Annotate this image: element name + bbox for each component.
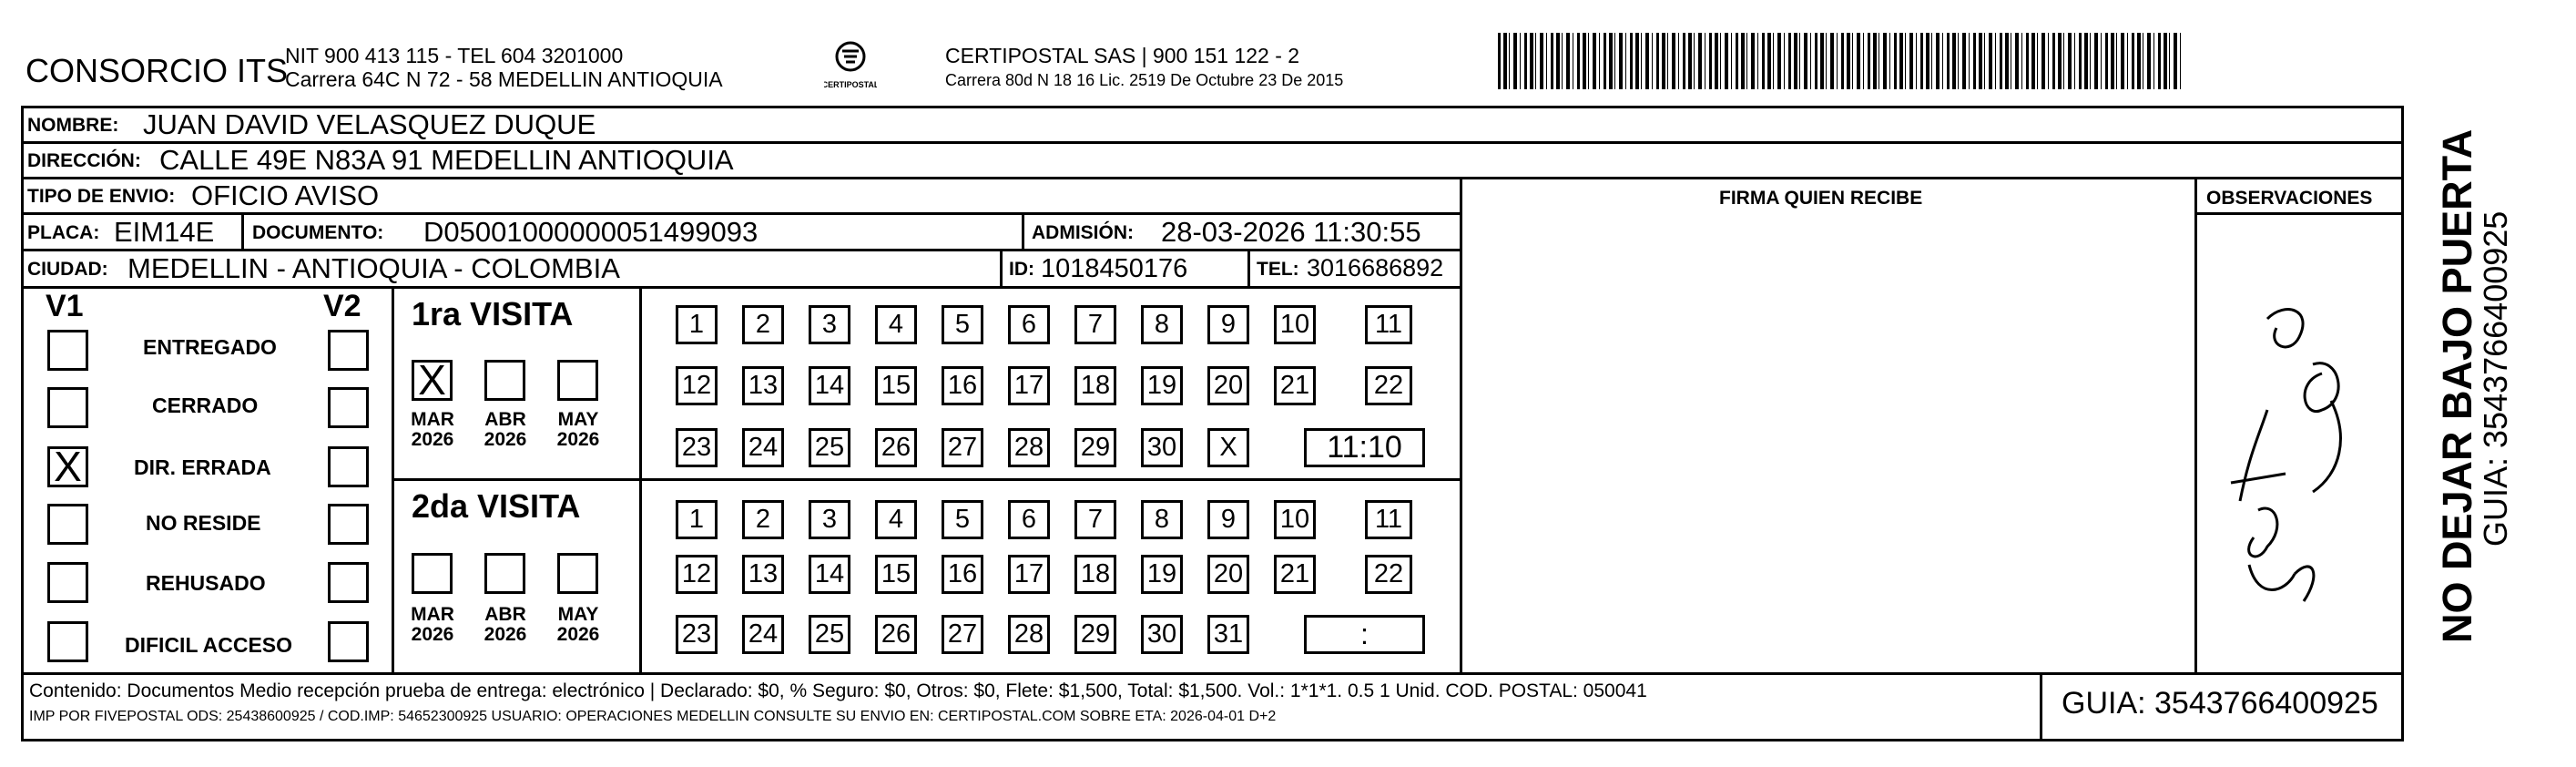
first-visit-month-abr: ABR 2026	[484, 409, 527, 451]
company-address: Carrera 64C N 72 - 58 MEDELLIN ANTIOQUIA	[285, 67, 723, 91]
second-visit-day-19[interactable]: 19	[1141, 555, 1183, 594]
second-visit-day-1[interactable]: 1	[676, 500, 718, 539]
first-visit-day-11[interactable]: 11	[1365, 305, 1412, 344]
first-visit-day-31[interactable]: X	[1207, 428, 1249, 467]
status-rehusado: REHUSADO	[146, 571, 266, 595]
frame-left	[21, 106, 24, 741]
signature-area[interactable]	[1461, 215, 2194, 672]
placa-label: PLACA:	[27, 222, 100, 243]
second-visit-day-3[interactable]: 3	[809, 500, 850, 539]
row-line-5	[21, 286, 1461, 289]
company-name: CONSORCIO ITS	[25, 52, 289, 89]
first-visit-day-3[interactable]: 3	[809, 305, 850, 344]
observaciones-header: OBSERVACIONES	[2206, 188, 2373, 209]
nombre-label: NOMBRE:	[27, 115, 119, 136]
col-admision-left	[1022, 212, 1024, 250]
frame-right	[2401, 106, 2404, 741]
second-visit-day-20[interactable]: 20	[1207, 555, 1249, 594]
ciudad-value: MEDELLIN - ANTIOQUIA - COLOMBIA	[127, 252, 620, 284]
first-visit-day-26[interactable]: 26	[875, 428, 917, 467]
status-no-reside: NO RESIDE	[146, 511, 261, 535]
first-visit-time-box[interactable]: 11:10	[1304, 428, 1425, 467]
second-visit-day-28[interactable]: 28	[1008, 615, 1050, 654]
tipo-label: TIPO DE ENVIO:	[27, 186, 176, 207]
visit-separator	[392, 478, 1461, 481]
firma-header: FIRMA QUIEN RECIBE	[1719, 188, 1923, 209]
second-visit-day-24[interactable]: 24	[742, 615, 784, 654]
second-visit-day-26[interactable]: 26	[875, 615, 917, 654]
v2-header: V2	[323, 289, 361, 323]
second-visit-day-4[interactable]: 4	[875, 500, 917, 539]
second-visit-day-14[interactable]: 14	[809, 555, 850, 594]
row-line-3	[21, 212, 1461, 215]
v1-cerrado-checkbox[interactable]	[47, 387, 88, 428]
footer-content: Contenido: Documentos Medio recepción prueba de entrega: electrónico | Declarado: $0, % Seguro: $0, Otros: $0, Flete: $1,500, Total: $1,500. Vol.: 1*1*1. 0.5 1 Unid. COD. POSTAL: 050041	[29, 680, 1647, 701]
v1-dificil-acceso-checkbox[interactable]	[47, 621, 88, 662]
second-visit-day-31[interactable]: 31	[1207, 615, 1249, 654]
v2-entregado-checkbox[interactable]	[328, 330, 369, 371]
barcode	[1498, 33, 2181, 89]
second-visit-title: 2da VISITA	[412, 487, 581, 525]
obs-header-line	[2194, 212, 2404, 215]
first-visit-abr-checkbox[interactable]	[484, 360, 525, 401]
frame-bottom	[21, 672, 2404, 675]
first-visit-day-17[interactable]: 17	[1008, 366, 1050, 405]
first-visit-day-7[interactable]: 7	[1074, 305, 1116, 344]
second-visit-day-6[interactable]: 6	[1008, 500, 1050, 539]
first-visit-day-2[interactable]: 2	[742, 305, 784, 344]
v2-cerrado-checkbox[interactable]	[328, 387, 369, 428]
first-visit-day-21[interactable]: 21	[1274, 366, 1316, 405]
second-visit-day-22[interactable]: 22	[1365, 555, 1412, 594]
first-visit-day-5[interactable]: 5	[942, 305, 983, 344]
second-visit-day-7[interactable]: 7	[1074, 500, 1116, 539]
first-visit-day-15[interactable]: 15	[875, 366, 917, 405]
first-visit-day-12[interactable]: 12	[676, 366, 718, 405]
first-visit-day-25[interactable]: 25	[809, 428, 850, 467]
first-visit-month-mar: MAR 2026	[411, 409, 454, 451]
admision-label: ADMISIÓN:	[1032, 222, 1134, 243]
admision-value: 28-03-2026 11:30:55	[1161, 216, 1421, 248]
observations-handwriting	[2204, 273, 2386, 656]
id-value: 1018450176	[1041, 254, 1188, 283]
documento-value: D05001000000051499093	[423, 216, 759, 248]
footer-guia: GUIA: 3543766400925	[2062, 686, 2378, 721]
second-visit-day-29[interactable]: 29	[1074, 615, 1116, 654]
second-visit-day-16[interactable]: 16	[942, 555, 983, 594]
second-visit-day-5[interactable]: 5	[942, 500, 983, 539]
second-visit-day-12[interactable]: 12	[676, 555, 718, 594]
direccion-label: DIRECCIÓN:	[27, 150, 141, 171]
certipostal-info: CERTIPOSTAL SAS | 900 151 122 - 2	[945, 44, 1300, 67]
status-cerrado: CERRADO	[152, 394, 259, 417]
v2-dificil-acceso-checkbox[interactable]	[328, 621, 369, 662]
second-visit-month-abr: ABR 2026	[484, 604, 527, 646]
second-visit-day-18[interactable]: 18	[1074, 555, 1116, 594]
tipo-value: OFICIO AVISO	[191, 179, 380, 211]
second-visit-day-8[interactable]: 8	[1141, 500, 1183, 539]
second-visit-day-9[interactable]: 9	[1207, 500, 1249, 539]
side-guia: GUIA: 3543766400925	[2477, 210, 2514, 547]
second-visit-day-2[interactable]: 2	[742, 500, 784, 539]
first-visit-day-28[interactable]: 28	[1008, 428, 1050, 467]
first-visit-may-checkbox[interactable]	[557, 360, 598, 401]
second-visit-may-checkbox[interactable]	[557, 553, 598, 594]
side-warning: NO DEJAR BAJO PUERTA	[2434, 128, 2480, 643]
tel-value: 3016686892	[1307, 254, 1444, 281]
id-label: ID:	[1009, 259, 1034, 280]
certipostal-logo	[824, 38, 877, 95]
col-tel-left	[1247, 249, 1250, 286]
first-visit-day-23[interactable]: 23	[676, 428, 718, 467]
col-id-left	[1000, 249, 1003, 286]
first-visit-day-27[interactable]: 27	[942, 428, 983, 467]
col-documento-left	[241, 212, 244, 250]
second-visit-day-30[interactable]: 30	[1141, 615, 1183, 654]
nombre-value: JUAN DAVID VELASQUEZ DUQUE	[143, 108, 596, 140]
company-nit: NIT 900 413 115 - TEL 604 3201000	[285, 44, 624, 67]
second-visit-month-mar: MAR 2026	[411, 604, 454, 646]
status-entregado: ENTREGADO	[143, 335, 277, 359]
placa-value: EIM14E	[114, 216, 215, 248]
first-visit-day-30[interactable]: 30	[1141, 428, 1183, 467]
first-visit-day-1[interactable]: 1	[676, 305, 718, 344]
first-visit-day-10[interactable]: 10	[1274, 305, 1316, 344]
v1-no-reside-checkbox[interactable]	[47, 504, 88, 545]
v1-entregado-checkbox[interactable]	[47, 330, 88, 371]
second-visit-day-25[interactable]: 25	[809, 615, 850, 654]
first-visit-mar-checkbox[interactable]: X	[412, 360, 453, 401]
second-visit-time-box[interactable]: :	[1304, 615, 1425, 654]
frame-footer-bottom	[21, 739, 2404, 741]
first-visit-day-16[interactable]: 16	[942, 366, 983, 405]
first-visit-day-9[interactable]: 9	[1207, 305, 1249, 344]
status-dir-errada: DIR. ERRADA	[134, 455, 271, 479]
second-visit-day-13[interactable]: 13	[742, 555, 784, 594]
documento-label: DOCUMENTO:	[252, 222, 384, 243]
second-visit-month-may: MAY 2026	[556, 604, 600, 646]
second-visit-day-21[interactable]: 21	[1274, 555, 1316, 594]
first-visit-title: 1ra VISITA	[412, 295, 574, 332]
first-visit-day-14[interactable]: 14	[809, 366, 850, 405]
second-visit-day-11[interactable]: 11	[1365, 500, 1412, 539]
footer-imp: IMP POR FIVEPOSTAL ODS: 25438600925 / COD.IMP: 54652300925 USUARIO: OPERACIONES MEDELLIN CONSULTE SU ENVIO EN: CERTIPOSTAL.COM SOBRE ETA: 2026-04-01 D+2	[29, 709, 1277, 724]
v2-dir-errada-checkbox[interactable]	[328, 446, 369, 487]
first-visit-day-18[interactable]: 18	[1074, 366, 1116, 405]
first-visit-day-19[interactable]: 19	[1141, 366, 1183, 405]
first-visit-day-22[interactable]: 22	[1365, 366, 1412, 405]
first-visit-day-20[interactable]: 20	[1207, 366, 1249, 405]
v1-rehusado-checkbox[interactable]	[47, 562, 88, 603]
status-dificil-acceso: DIFICIL ACCESO	[125, 633, 293, 657]
logo-text: CERTIPOSTAL	[824, 80, 877, 89]
second-visit-day-17[interactable]: 17	[1008, 555, 1050, 594]
direccion-value: CALLE 49E N83A 91 MEDELLIN ANTIOQUIA	[159, 144, 734, 176]
first-visit-day-8[interactable]: 8	[1141, 305, 1183, 344]
first-visit-day-6[interactable]: 6	[1008, 305, 1050, 344]
v1-header: V1	[46, 289, 84, 323]
second-visit-day-27[interactable]: 27	[942, 615, 983, 654]
row-line-4	[21, 249, 1461, 251]
first-visit-month-may: MAY 2026	[556, 409, 600, 451]
v2-rehusado-checkbox[interactable]	[328, 562, 369, 603]
first-visit-day-29[interactable]: 29	[1074, 428, 1116, 467]
certipostal-address: Carrera 80d N 18 16 Lic. 2519 De Octubre 23 De 2015	[945, 71, 1344, 89]
v2-no-reside-checkbox[interactable]	[328, 504, 369, 545]
footer-guia-left	[2040, 672, 2042, 741]
tel-label: TEL:	[1257, 259, 1299, 280]
v1-dir-errada-checkbox[interactable]: X	[47, 446, 88, 487]
first-visit-day-4[interactable]: 4	[875, 305, 917, 344]
second-visit-day-23[interactable]: 23	[676, 615, 718, 654]
second-visit-day-10[interactable]: 10	[1274, 500, 1316, 539]
ciudad-label: CIUDAD:	[27, 259, 108, 280]
col-obs-left	[2194, 177, 2197, 675]
second-visit-mar-checkbox[interactable]	[412, 553, 453, 594]
first-visit-day-24[interactable]: 24	[742, 428, 784, 467]
second-visit-day-15[interactable]: 15	[875, 555, 917, 594]
first-visit-day-13[interactable]: 13	[742, 366, 784, 405]
second-visit-abr-checkbox[interactable]	[484, 553, 525, 594]
